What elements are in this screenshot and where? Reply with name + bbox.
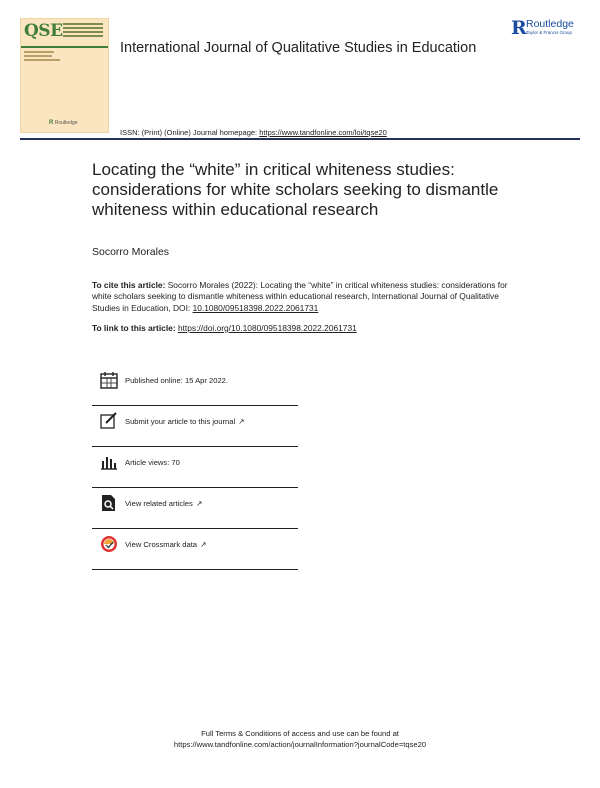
search-document-icon — [100, 494, 118, 512]
citation — [92, 280, 512, 314]
crossmark-label: View Crossmark data ↗ — [125, 540, 207, 549]
article-title: Locating the “white” in critical whiteness studies: considerations for white scholars seeking to dismantle whiteness within educational research — [92, 160, 499, 219]
published-online-label: Published online: 15 Apr 2022. — [125, 376, 229, 385]
cite-label: To cite this article: — [92, 280, 166, 290]
crossmark-icon — [100, 535, 118, 553]
article-info-list — [92, 365, 298, 570]
link-label: To link to this article: — [92, 323, 178, 333]
publisher-name: Routledge — [526, 18, 574, 30]
footer-terms-text: Full Terms & Conditions of access and use can be found at — [201, 729, 399, 738]
article-views-item — [92, 447, 298, 488]
article-author: Socorro Morales — [92, 246, 170, 258]
cover-subtext — [24, 51, 104, 63]
cover-publisher: R Routledge — [49, 120, 78, 126]
cite-doi-link[interactable]: 10.1080/09518398.2022.2061731 — [192, 302, 319, 313]
footer-terms-link[interactable]: https://www.tandfonline.com/action/journalInformation?journalCode=tqse20 — [173, 740, 427, 749]
external-link-icon: ↗ — [238, 417, 245, 426]
related-articles-label: View related articles ↗ — [125, 499, 203, 508]
publisher-logo[interactable] — [511, 18, 587, 38]
submit-article-label: Submit your article to this journal ↗ — [125, 417, 245, 426]
publisher-tagline: Taylor & Francis Group — [526, 30, 573, 35]
bar-chart-icon — [100, 453, 118, 471]
issn-line — [120, 128, 387, 137]
routledge-r-icon: R — [511, 17, 527, 39]
cite-text: Socorro Morales (2022): Locating the “white” in critical whiteness studies: considerations for white scholars seeking to dismantle whiteness within educational research, International Journal of Qualitative Studies in Education, DOI: — [92, 280, 508, 313]
crossmark-item[interactable] — [92, 529, 298, 570]
journal-cover — [20, 18, 109, 133]
article-doi-link[interactable]: https://doi.org/10.1080/09518398.2022.2061731 — [177, 323, 357, 333]
header-divider — [20, 138, 580, 140]
article-views-label: Article views: 70 — [125, 458, 180, 467]
published-online-item — [92, 365, 298, 406]
related-articles-item[interactable] — [92, 488, 298, 529]
journal-homepage-link[interactable]: https://www.tandfonline.com/loi/tqse20 — [259, 128, 387, 137]
footer — [0, 728, 600, 750]
article-link — [92, 323, 357, 333]
cover-band — [21, 46, 108, 48]
submit-article-item[interactable] — [92, 406, 298, 447]
external-link-icon: ↗ — [200, 540, 207, 549]
issn-text: ISSN: (Print) (Online) Journal homepage: — [120, 128, 260, 137]
cover-logo: QSE — [24, 21, 63, 41]
cover-blurb — [63, 23, 103, 39]
journal-title: International Journal of Qualitative Studies in Education — [120, 40, 477, 56]
calendar-icon — [100, 371, 118, 389]
edit-icon — [100, 412, 118, 430]
external-link-icon: ↗ — [195, 499, 203, 508]
